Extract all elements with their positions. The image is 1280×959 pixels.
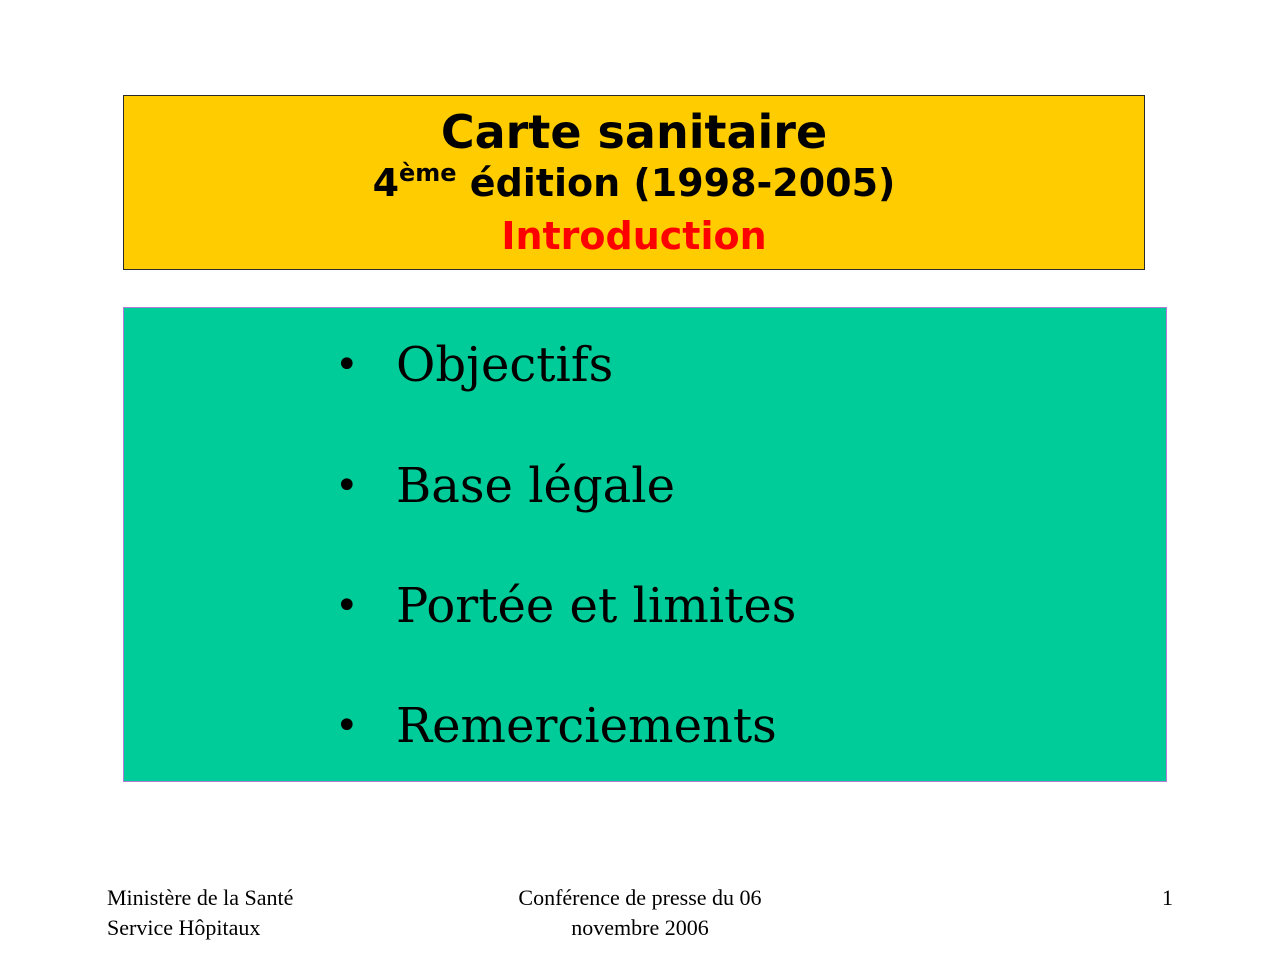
bullet-icon: •: [335, 703, 359, 749]
edition-suffix: ème: [399, 159, 457, 187]
list-item-remerciements: [124, 691, 1024, 761]
title-box: [123, 95, 1145, 270]
list-item-base-legale: [124, 451, 1024, 521]
edition-line: [124, 160, 1144, 206]
bullet-text: Portée et limites: [396, 578, 797, 634]
bullet-icon: •: [335, 342, 359, 388]
bullet-text: Remerciements: [396, 698, 777, 754]
footer-event-line1: Conférence de presse du 06: [518, 885, 762, 910]
list-item-portee-limites: [124, 571, 1024, 641]
slide-title: Carte sanitaire: [440, 105, 828, 159]
page-number: 1: [1162, 885, 1173, 910]
bullet-text: Objectifs: [396, 337, 614, 393]
footer-event: [440, 883, 840, 943]
footer-event-line2: novembre 2006: [571, 915, 709, 940]
edition-number: 4: [372, 161, 400, 205]
footer-organization: [107, 883, 293, 943]
footer-ministry: Ministère de la Santé: [107, 885, 294, 910]
edition-text: édition (1998-2005): [456, 161, 896, 205]
bullet-text: Base légale: [396, 458, 676, 514]
bullet-icon: •: [335, 583, 359, 629]
footer-service: Service Hôpitaux: [107, 915, 261, 940]
slide-subtitle: Introduction: [501, 214, 767, 258]
list-item-objectifs: [124, 330, 1024, 400]
bullet-icon: •: [335, 463, 359, 509]
bullet-list-box: [123, 307, 1167, 782]
